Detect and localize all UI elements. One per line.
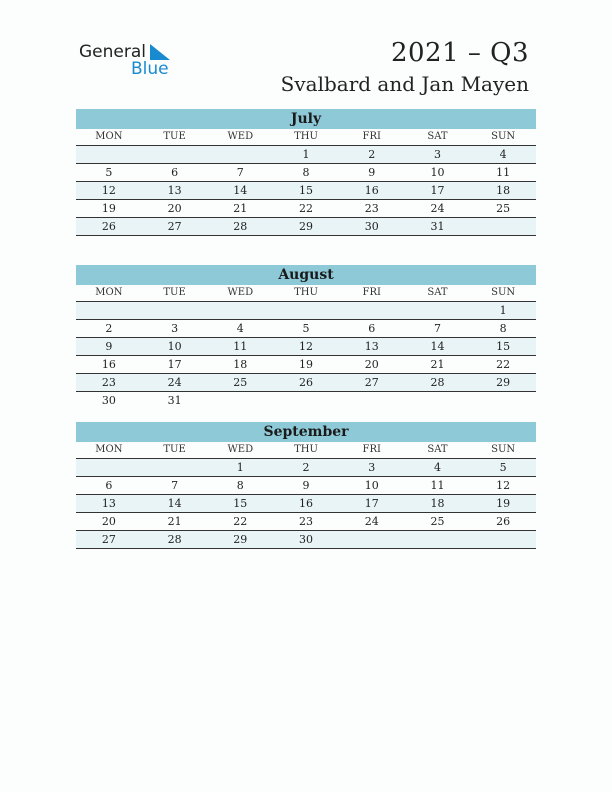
day-cell: 23 bbox=[364, 202, 379, 215]
day-cell: 5 bbox=[302, 322, 310, 335]
logo-triangle-icon bbox=[150, 44, 170, 60]
day-cell bbox=[207, 146, 273, 163]
day-cell bbox=[76, 146, 142, 163]
month-name: July bbox=[76, 109, 536, 129]
weekday-header-row bbox=[76, 285, 536, 302]
week-row bbox=[76, 164, 536, 182]
day-cell: 9 bbox=[302, 479, 310, 492]
day-cell bbox=[142, 459, 208, 476]
day-cell bbox=[405, 392, 471, 409]
day-cell bbox=[339, 392, 405, 409]
weekday-label: THU bbox=[294, 444, 318, 455]
week-row bbox=[76, 477, 536, 495]
day-cell bbox=[405, 531, 471, 548]
day-cell: 14 bbox=[430, 340, 445, 353]
week-row bbox=[76, 302, 536, 320]
day-cell: 27 bbox=[364, 376, 379, 389]
day-cell: 6 bbox=[105, 479, 113, 492]
day-cell: 21 bbox=[167, 515, 182, 528]
day-cell: 26 bbox=[496, 515, 511, 528]
day-cell: 11 bbox=[496, 166, 511, 179]
day-cell: 27 bbox=[167, 220, 182, 233]
weekday-label: WED bbox=[227, 287, 254, 298]
day-cell bbox=[273, 392, 339, 409]
day-cell bbox=[142, 302, 208, 319]
day-cell bbox=[76, 302, 142, 319]
day-cell: 17 bbox=[167, 358, 182, 371]
weekday-label: WED bbox=[227, 131, 254, 142]
day-cell: 19 bbox=[101, 202, 116, 215]
day-cell: 29 bbox=[496, 376, 511, 389]
logo-word-general: General bbox=[79, 42, 146, 62]
day-cell: 9 bbox=[368, 166, 376, 179]
day-cell: 26 bbox=[299, 376, 314, 389]
day-cell: 1 bbox=[499, 304, 507, 317]
page-subtitle: Svalbard and Jan Mayen bbox=[280, 72, 529, 96]
day-cell: 17 bbox=[430, 184, 445, 197]
day-cell: 19 bbox=[496, 497, 511, 510]
weekday-label: TUE bbox=[163, 131, 186, 142]
weekday-label: MON bbox=[95, 444, 123, 455]
day-cell: 12 bbox=[299, 340, 314, 353]
week-row bbox=[76, 356, 536, 374]
day-cell: 25 bbox=[430, 515, 445, 528]
week-row bbox=[76, 459, 536, 477]
day-cell: 5 bbox=[499, 461, 507, 474]
day-cell: 5 bbox=[105, 166, 113, 179]
weekday-label: SAT bbox=[427, 444, 448, 455]
weekday-header-row bbox=[76, 129, 536, 146]
day-cell: 6 bbox=[368, 322, 376, 335]
day-cell bbox=[470, 392, 536, 409]
week-row bbox=[76, 495, 536, 513]
day-cell: 20 bbox=[101, 515, 116, 528]
day-cell: 25 bbox=[496, 202, 511, 215]
day-cell: 13 bbox=[101, 497, 116, 510]
day-cell bbox=[273, 302, 339, 319]
day-cell: 4 bbox=[433, 461, 441, 474]
day-cell: 10 bbox=[430, 166, 445, 179]
day-cell: 3 bbox=[171, 322, 179, 335]
month-name: September bbox=[76, 422, 536, 442]
weekday-label: THU bbox=[294, 287, 318, 298]
weekday-label: THU bbox=[294, 131, 318, 142]
weekday-label: FRI bbox=[362, 444, 381, 455]
day-cell: 17 bbox=[364, 497, 379, 510]
day-cell: 8 bbox=[302, 166, 310, 179]
day-cell: 7 bbox=[236, 166, 244, 179]
week-row bbox=[76, 218, 536, 236]
day-cell: 8 bbox=[499, 322, 507, 335]
day-cell: 29 bbox=[299, 220, 314, 233]
day-cell: 28 bbox=[430, 376, 445, 389]
day-cell: 24 bbox=[430, 202, 445, 215]
week-row bbox=[76, 200, 536, 218]
day-cell: 14 bbox=[233, 184, 248, 197]
day-cell: 12 bbox=[496, 479, 511, 492]
day-cell: 18 bbox=[233, 358, 248, 371]
day-cell: 4 bbox=[236, 322, 244, 335]
day-cell: 22 bbox=[299, 202, 314, 215]
day-cell: 28 bbox=[233, 220, 248, 233]
day-cell bbox=[470, 531, 536, 548]
day-cell: 8 bbox=[236, 479, 244, 492]
day-cell: 23 bbox=[101, 376, 116, 389]
day-cell: 10 bbox=[364, 479, 379, 492]
day-cell bbox=[339, 302, 405, 319]
day-cell: 30 bbox=[101, 394, 116, 407]
week-row bbox=[76, 182, 536, 200]
weekday-label: MON bbox=[95, 287, 123, 298]
month-august bbox=[76, 265, 536, 409]
weekday-label: SAT bbox=[427, 287, 448, 298]
day-cell: 11 bbox=[430, 479, 445, 492]
weekday-label: SUN bbox=[491, 131, 516, 142]
page-title: 2021 – Q3 bbox=[390, 38, 529, 68]
day-cell bbox=[207, 392, 273, 409]
day-cell: 14 bbox=[167, 497, 182, 510]
day-cell: 19 bbox=[299, 358, 314, 371]
logo-word-blue: Blue bbox=[131, 59, 169, 79]
weekday-label: SAT bbox=[427, 131, 448, 142]
day-cell: 18 bbox=[430, 497, 445, 510]
day-cell bbox=[470, 218, 536, 235]
week-row bbox=[76, 513, 536, 531]
weekday-label: WED bbox=[227, 444, 254, 455]
day-cell: 25 bbox=[233, 376, 248, 389]
day-cell: 24 bbox=[364, 515, 379, 528]
day-cell: 2 bbox=[302, 461, 310, 474]
weekday-label: MON bbox=[95, 131, 123, 142]
day-cell: 21 bbox=[430, 358, 445, 371]
day-cell: 20 bbox=[364, 358, 379, 371]
day-cell: 30 bbox=[299, 533, 314, 546]
day-cell: 13 bbox=[167, 184, 182, 197]
day-cell: 27 bbox=[101, 533, 116, 546]
weekday-label: TUE bbox=[163, 444, 186, 455]
day-cell: 3 bbox=[368, 461, 376, 474]
day-cell: 30 bbox=[364, 220, 379, 233]
day-cell: 28 bbox=[167, 533, 182, 546]
day-cell: 29 bbox=[233, 533, 248, 546]
day-cell: 2 bbox=[105, 322, 113, 335]
day-cell: 11 bbox=[233, 340, 248, 353]
day-cell bbox=[142, 146, 208, 163]
day-cell: 21 bbox=[233, 202, 248, 215]
day-cell: 9 bbox=[105, 340, 113, 353]
day-cell bbox=[207, 302, 273, 319]
month-september bbox=[76, 422, 536, 549]
weekday-label: TUE bbox=[163, 287, 186, 298]
weekday-header-row bbox=[76, 442, 536, 459]
day-cell: 26 bbox=[101, 220, 116, 233]
week-row bbox=[76, 374, 536, 392]
day-cell: 24 bbox=[167, 376, 182, 389]
day-cell: 3 bbox=[433, 148, 441, 161]
week-row bbox=[76, 338, 536, 356]
day-cell: 15 bbox=[496, 340, 511, 353]
day-cell: 13 bbox=[364, 340, 379, 353]
day-cell: 22 bbox=[233, 515, 248, 528]
logo bbox=[79, 40, 179, 80]
month-july bbox=[76, 109, 536, 236]
day-cell: 16 bbox=[364, 184, 379, 197]
weekday-label: FRI bbox=[362, 287, 381, 298]
day-cell: 31 bbox=[430, 220, 445, 233]
week-row bbox=[76, 146, 536, 164]
weekday-label: SUN bbox=[491, 287, 516, 298]
day-cell: 22 bbox=[496, 358, 511, 371]
day-cell: 2 bbox=[368, 148, 376, 161]
month-name: August bbox=[76, 265, 536, 285]
day-cell: 15 bbox=[233, 497, 248, 510]
weekday-label: FRI bbox=[362, 131, 381, 142]
day-cell: 6 bbox=[171, 166, 179, 179]
day-cell bbox=[405, 302, 471, 319]
week-row bbox=[76, 531, 536, 549]
day-cell: 1 bbox=[302, 148, 310, 161]
day-cell: 15 bbox=[299, 184, 314, 197]
day-cell: 31 bbox=[167, 394, 182, 407]
day-cell: 7 bbox=[433, 322, 441, 335]
day-cell bbox=[339, 531, 405, 548]
day-cell: 4 bbox=[499, 148, 507, 161]
week-row bbox=[76, 320, 536, 338]
day-cell: 16 bbox=[299, 497, 314, 510]
weekday-label: SUN bbox=[491, 444, 516, 455]
day-cell: 12 bbox=[101, 184, 116, 197]
day-cell: 23 bbox=[299, 515, 314, 528]
day-cell: 1 bbox=[236, 461, 244, 474]
day-cell: 20 bbox=[167, 202, 182, 215]
day-cell: 18 bbox=[496, 184, 511, 197]
day-cell: 10 bbox=[167, 340, 182, 353]
day-cell: 7 bbox=[171, 479, 179, 492]
week-row bbox=[76, 392, 536, 409]
day-cell: 16 bbox=[101, 358, 116, 371]
day-cell bbox=[76, 459, 142, 476]
